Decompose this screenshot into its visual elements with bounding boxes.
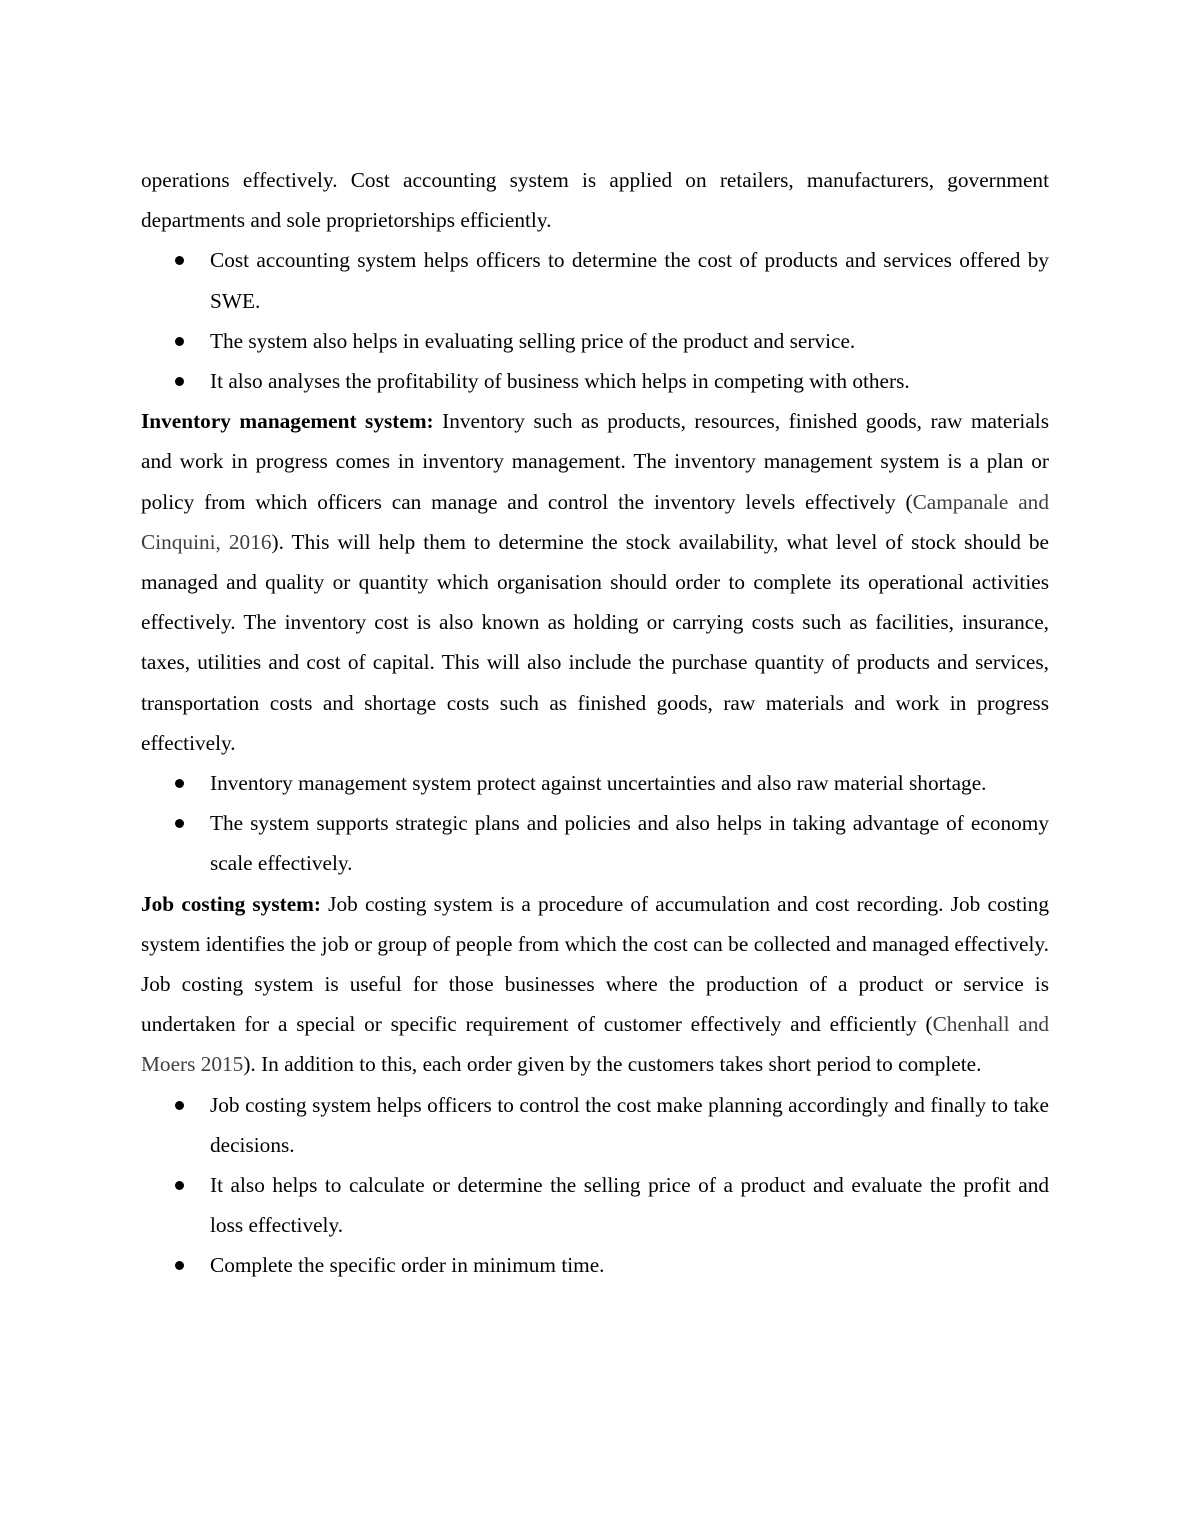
list-item-text: Job costing system helps officers to control the cost make planning accordingly and finally to take decisions. — [210, 1092, 1049, 1157]
list-item — [141, 1165, 1049, 1245]
document-page — [141, 160, 1049, 1286]
list-item — [141, 763, 1049, 803]
list-item-text: Complete the specific order in minimum time. — [210, 1253, 605, 1278]
list-item — [141, 803, 1049, 883]
intro-paragraph — [141, 160, 1049, 240]
list-item — [141, 1085, 1049, 1165]
job-costing-text-after: ). In addition to this, each order given by the customers takes short period to complete. — [243, 1052, 982, 1077]
inventory-text-after: ). This will help them to determine the stock availability, what level of stock should be managed and quality or quantity which organisation should order to complete its operational activities effectively. The inventory cost is also known as holding or carrying costs such as facilities, insurance, taxes, utilities and cost of capital. This will also include the purchase quantity of products and services, transportation costs and shortage costs such as finished goods, raw materials and work in progress effectively. — [141, 529, 1049, 755]
list-item — [141, 361, 1049, 401]
inventory-paragraph — [141, 401, 1049, 763]
job-costing-paragraph — [141, 884, 1049, 1085]
list-item — [141, 321, 1049, 361]
inventory-text-before: Inventory such as products, resources, finished goods, raw materials and work in progress comes in inventory management. The inventory management system is a plan or policy from which officers can manage and control the inventory levels effectively ( — [141, 409, 1049, 514]
bullet-icon — [175, 1181, 184, 1190]
list-item — [141, 1245, 1049, 1285]
list-item — [141, 240, 1049, 320]
bullet-icon — [175, 1101, 184, 1110]
bullet-icon — [175, 779, 184, 788]
job-costing-citation: Chenhall and Moers 2015 — [141, 1012, 1050, 1077]
list-item-text: The system also helps in evaluating selling price of the product and service. — [210, 328, 856, 353]
list-item-text: Cost accounting system helps officers to determine the cost of products and services offered by SWE. — [210, 248, 1049, 313]
list-item-text: Inventory management system protect against uncertainties and also raw material shortage. — [210, 771, 987, 796]
bullet-icon — [175, 256, 184, 265]
list-item-text: It also analyses the profitability of business which helps in competing with others. — [210, 369, 910, 394]
bullet-icon — [175, 819, 184, 828]
job-costing-heading: Job costing system: — [141, 891, 321, 916]
bullet-icon — [175, 377, 184, 386]
inventory-citation: Campanale and Cinquini, 2016 — [141, 489, 1049, 554]
job-costing-text-before: Job costing system is a procedure of accumulation and cost recording. Job costing system identifies the job or group of people from which the cost can be collected and managed effectively. Job costing system is useful for those businesses where the production of a product or service is undertaken for a special or specific requirement of customer effectively and efficiently ( — [141, 891, 1049, 1037]
bullet-icon — [175, 1261, 184, 1270]
list-item-text: It also helps to calculate or determine the selling price of a product and evaluate the profit and loss effectively. — [210, 1173, 1049, 1238]
cost-accounting-bullet-list — [141, 240, 1049, 401]
intro-text: operations effectively. Cost accounting system is applied on retailers, manufacturers, government departments and sole proprietorships efficiently. — [141, 168, 1049, 233]
list-item-text: The system supports strategic plans and policies and also helps in taking advantage of economy scale effectively. — [210, 811, 1049, 876]
inventory-bullet-list — [141, 763, 1049, 884]
inventory-heading: Inventory management system: — [141, 409, 434, 434]
job-costing-bullet-list — [141, 1085, 1049, 1286]
bullet-icon — [175, 337, 184, 346]
